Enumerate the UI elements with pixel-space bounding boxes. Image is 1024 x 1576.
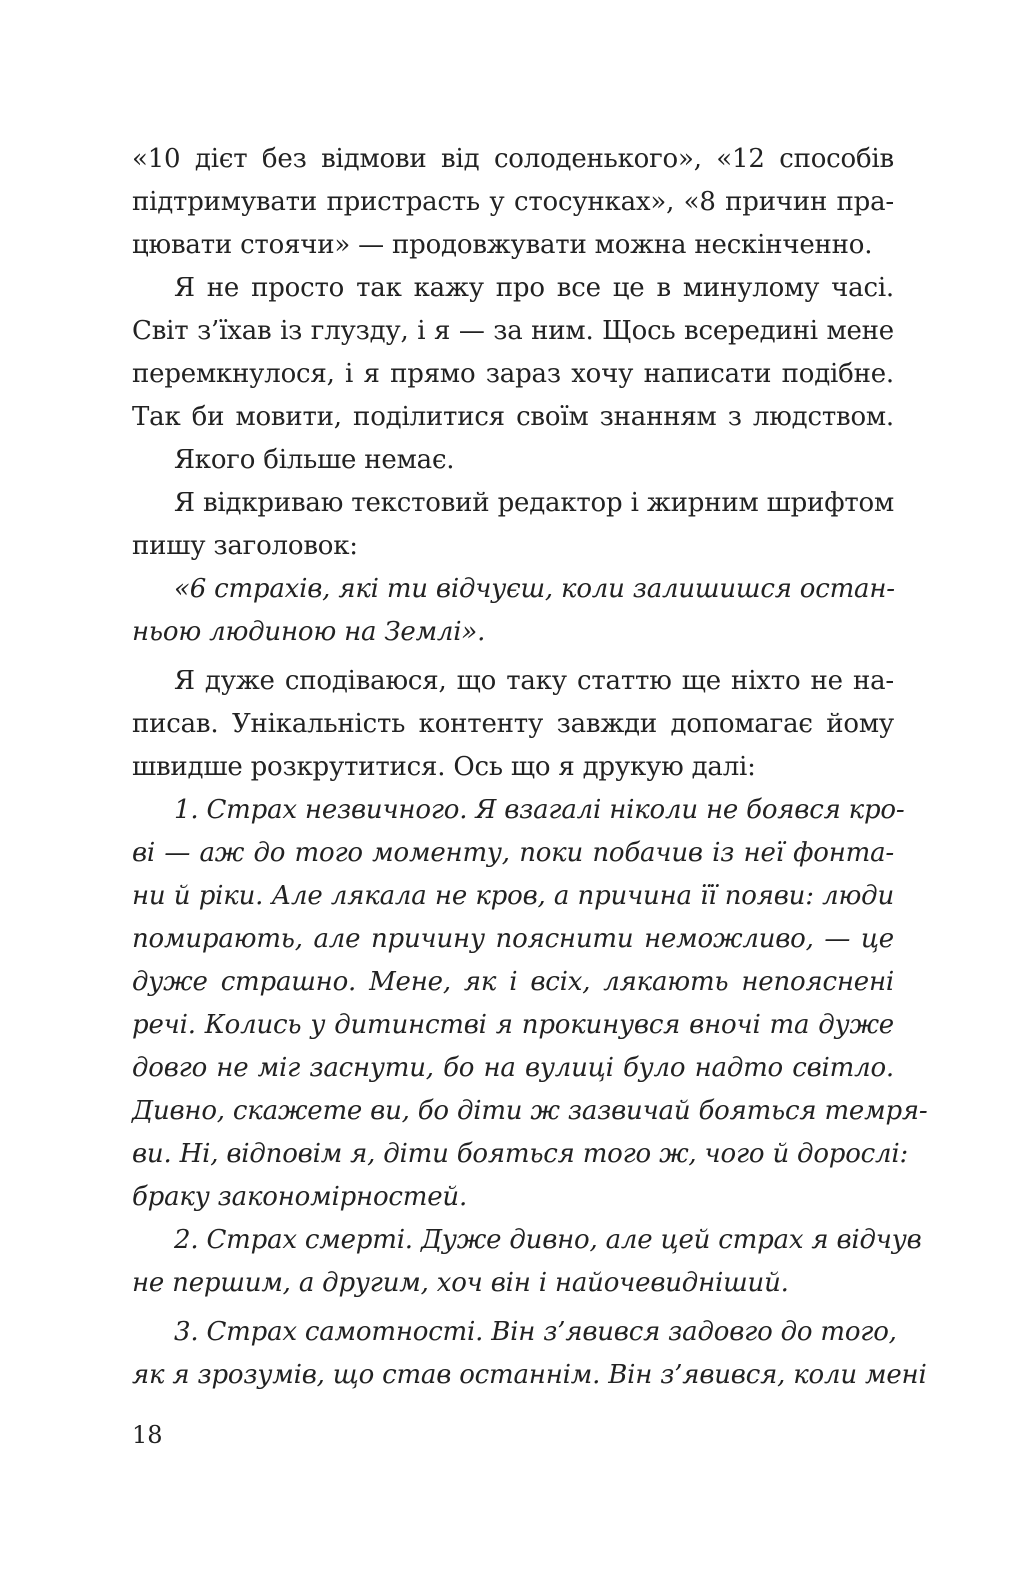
text-line: писав. Унікальність контенту завжди допомагає йому — [132, 709, 894, 739]
paragraph-italic — [132, 789, 928, 1219]
text-line: ньою людиною на Землі». — [132, 617, 486, 647]
paragraph — [132, 267, 894, 439]
text-line: 2. Страх смерті. Дуже дивно, але цей страх я відчув — [174, 1225, 922, 1255]
text-line: речі. Колись у дитинстві я прокинувся вночі та дуже — [132, 1010, 894, 1040]
text-line: Я не просто так кажу про все це в минулому часі. — [174, 273, 894, 303]
text-line: «6 страхів, які ти відчуєш, коли залишишся остан- — [174, 574, 895, 604]
text-line: швидше розкрутитися. Ось що я друкую далі: — [132, 752, 756, 782]
text-line: Так би мовити, поділитися своїм знанням з людством. — [132, 402, 894, 432]
text-line: пишу заголовок: — [132, 531, 358, 561]
page-number: 18 — [132, 1421, 163, 1449]
paragraph-italic — [132, 1311, 927, 1397]
text-line: ві — аж до того моменту, поки побачив із неї фонта- — [132, 838, 894, 868]
paragraph — [132, 482, 894, 568]
text-line: «10 дієт без відмови від солоденького», «12 способів — [132, 144, 894, 174]
paragraph — [132, 439, 894, 482]
text-line: браку закономірностей. — [132, 1182, 468, 1212]
text-line: підтримувати пристрасть у стосунках», «8 причин пра- — [132, 187, 894, 217]
text-line: не першим, а другим, хоч він і найочевидніший. — [132, 1268, 789, 1298]
paragraph — [132, 660, 894, 789]
text-line: цювати стоячи» — продовжувати можна нескінченно. — [132, 230, 873, 260]
text-line: Я дуже сподіваюся, що таку статтю ще ніхто не на- — [174, 666, 894, 696]
text-line: Світ з’їхав із глузду, і я — за ним. Щось всередині мене — [132, 316, 894, 346]
paragraph-italic — [132, 568, 894, 654]
text-line: ви. Ні, відповім я, діти бояться того ж, чого й дорослі: — [132, 1139, 909, 1169]
body-text — [132, 138, 928, 1397]
text-line: 3. Страх самотності. Він з’явився задовго до того, — [174, 1317, 897, 1347]
text-line: як я зрозумів, що став останнім. Він з’явився, коли мені — [132, 1360, 927, 1390]
paragraph-italic — [132, 1219, 922, 1305]
text-line: дуже страшно. Мене, як і всіх, лякають непояснені — [132, 967, 894, 997]
text-line: Я відкриваю текстовий редактор і жирним шрифтом — [174, 488, 894, 518]
text-line: ни й ріки. Але лякала не кров, а причина її появи: люди — [132, 881, 894, 911]
text-line: перемкнулося, і я прямо зараз хочу написати подібне. — [132, 359, 894, 389]
paragraph — [132, 138, 894, 267]
text-line: Дивно, скажете ви, бо діти ж зазвичай бояться темря- — [132, 1096, 928, 1126]
text-line: довго не міг заснути, бо на вулиці було надто світло. — [132, 1053, 894, 1083]
text-line: Якого більше немає. — [174, 445, 455, 475]
text-line: помирають, але причину пояснити неможливо, — це — [132, 924, 894, 954]
text-line: 1. Страх незвичного. Я взагалі ніколи не боявся кро- — [174, 795, 905, 825]
